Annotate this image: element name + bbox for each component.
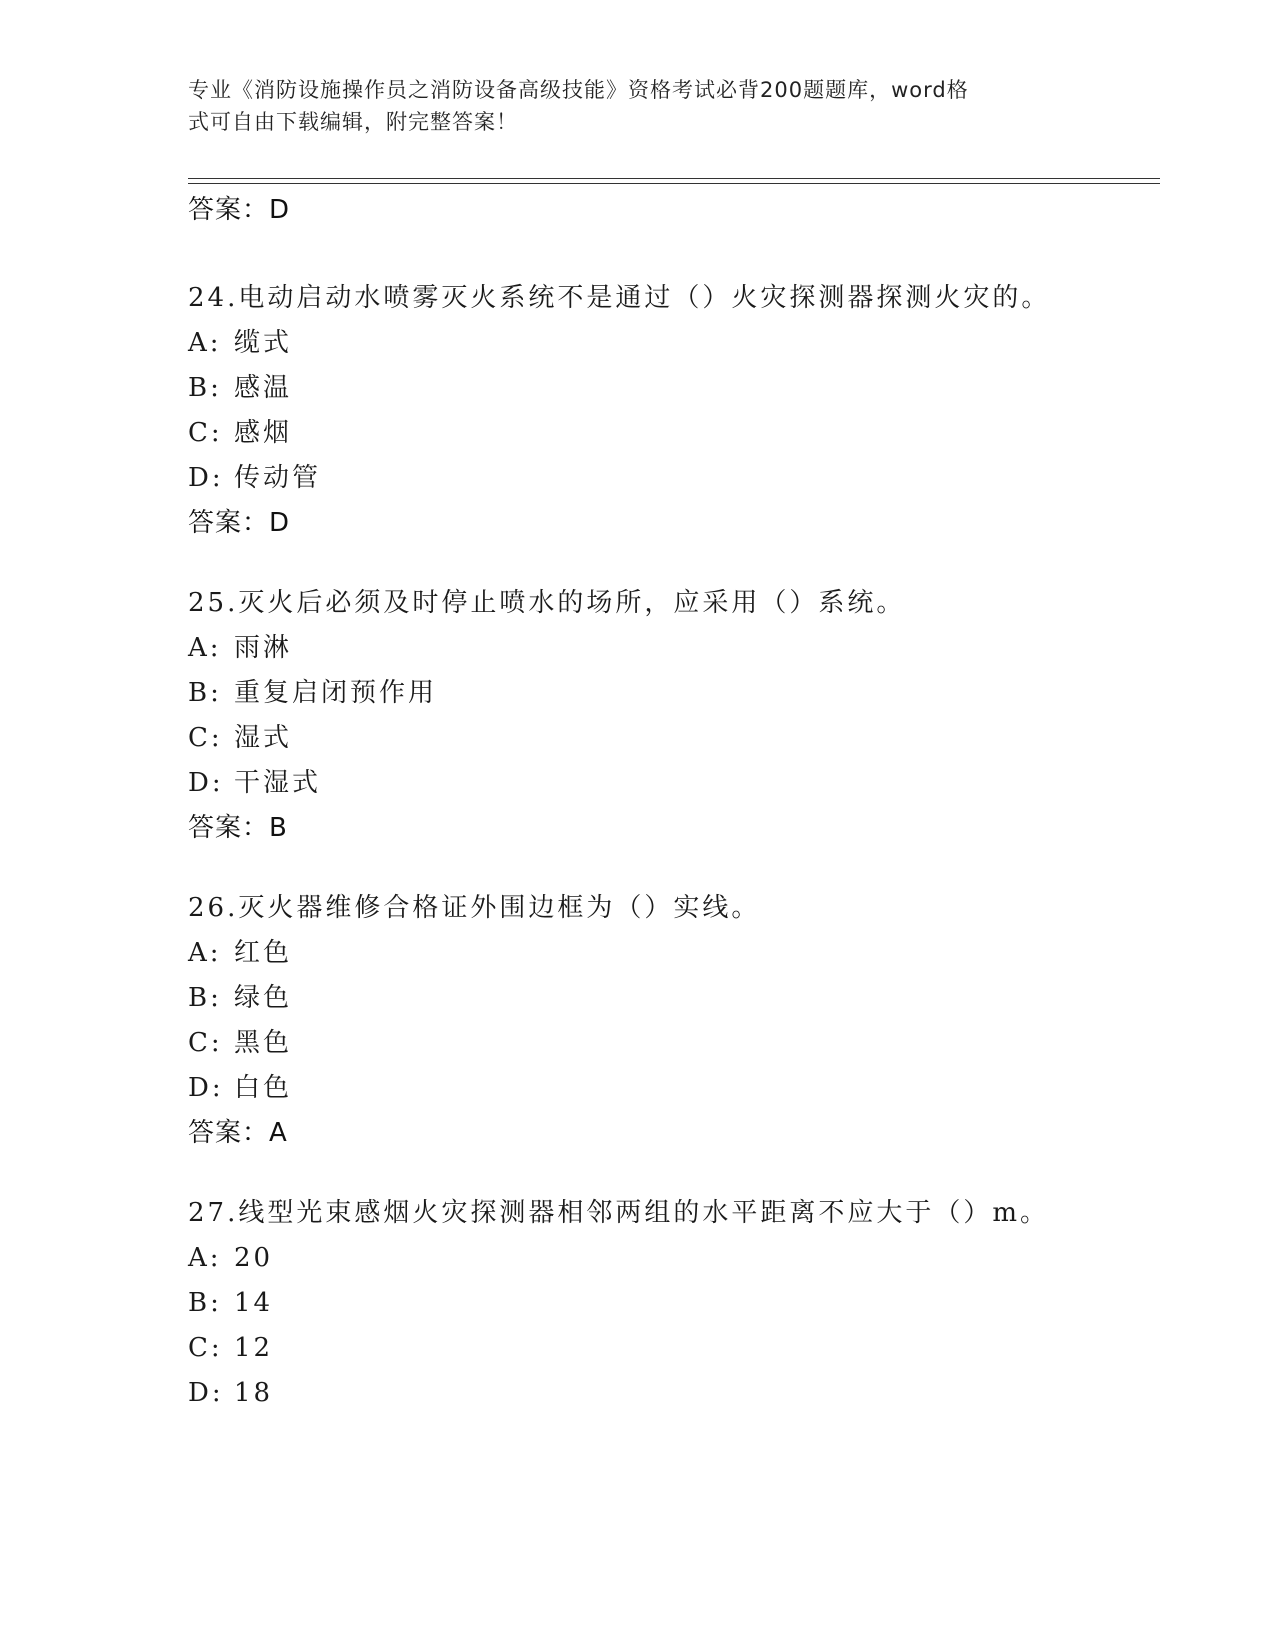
option-letter: B:: [188, 678, 222, 708]
option-letter: B:: [188, 983, 222, 1013]
option-letter: D:: [188, 1378, 224, 1408]
option-a: [188, 1238, 1168, 1278]
question-text: 26.灭火器维修合格证外围边框为（）实线。: [188, 893, 761, 923]
option-letter: A:: [188, 938, 222, 968]
previous-answer-block: [188, 190, 1168, 230]
document-header: [188, 74, 1088, 138]
option-text: 绿色: [234, 983, 293, 1013]
option-c: [188, 413, 1168, 453]
question-27: [188, 1193, 1168, 1413]
header-divider-top: [188, 178, 1160, 179]
option-d: [188, 1373, 1168, 1413]
option-text: 18: [234, 1378, 274, 1408]
question-answer: 答案：B: [188, 813, 288, 843]
option-text: 传动管: [234, 463, 322, 493]
option-letter: B:: [188, 1288, 222, 1318]
option-letter: B:: [188, 373, 222, 403]
option-text: 缆式: [234, 328, 293, 358]
option-text: 感温: [234, 373, 293, 403]
option-c: [188, 718, 1168, 758]
option-d: [188, 1068, 1168, 1108]
header-title-line2: 式可自由下载编辑，附完整答案！: [188, 110, 518, 134]
option-text: 红色: [234, 938, 293, 968]
option-text: 湿式: [234, 723, 293, 753]
option-letter: D:: [188, 463, 224, 493]
question-text: 24.电动启动水喷雾灭火系统不是通过（）火灾探测器探测火灾的。: [188, 283, 1051, 313]
option-text: 雨淋: [234, 633, 293, 663]
option-text: 14: [234, 1288, 274, 1318]
option-letter: A:: [188, 328, 222, 358]
question-text: 27.线型光束感烟火灾探测器相邻两组的水平距离不应大于（）m。: [188, 1198, 1050, 1228]
question-25: [188, 583, 1168, 848]
option-letter: C:: [188, 1333, 223, 1363]
option-letter: A:: [188, 633, 222, 663]
option-b: [188, 368, 1168, 408]
option-letter: D:: [188, 1073, 224, 1103]
option-b: [188, 673, 1168, 713]
option-letter: C:: [188, 723, 223, 753]
option-d: [188, 763, 1168, 803]
option-text: 白色: [234, 1073, 293, 1103]
option-b: [188, 978, 1168, 1018]
option-letter: C:: [188, 418, 223, 448]
option-b: [188, 1283, 1168, 1323]
question-answer: 答案：D: [188, 508, 291, 538]
option-a: [188, 933, 1168, 973]
option-text: 感烟: [234, 418, 293, 448]
previous-answer: 答案：D: [188, 195, 291, 225]
header-divider-bottom: [188, 183, 1160, 184]
option-text: 重复启闭预作用: [234, 678, 438, 708]
option-c: [188, 1023, 1168, 1063]
option-letter: C:: [188, 1028, 223, 1058]
option-text: 20: [234, 1243, 274, 1273]
option-d: [188, 458, 1168, 498]
option-a: [188, 628, 1168, 668]
option-a: [188, 323, 1168, 363]
header-title-line1: 专业《消防设施操作员之消防设备高级技能》资格考试必背200题题库，word格: [188, 78, 969, 102]
option-c: [188, 1328, 1168, 1368]
question-26: [188, 888, 1168, 1153]
option-text: 干湿式: [234, 768, 322, 798]
question-answer: 答案：A: [188, 1118, 288, 1148]
option-text: 12: [234, 1333, 274, 1363]
option-letter: D:: [188, 768, 224, 798]
question-24: [188, 278, 1168, 543]
question-text: 25.灭火后必须及时停止喷水的场所，应采用（）系统。: [188, 588, 906, 618]
option-letter: A:: [188, 1243, 222, 1273]
option-text: 黑色: [234, 1028, 293, 1058]
